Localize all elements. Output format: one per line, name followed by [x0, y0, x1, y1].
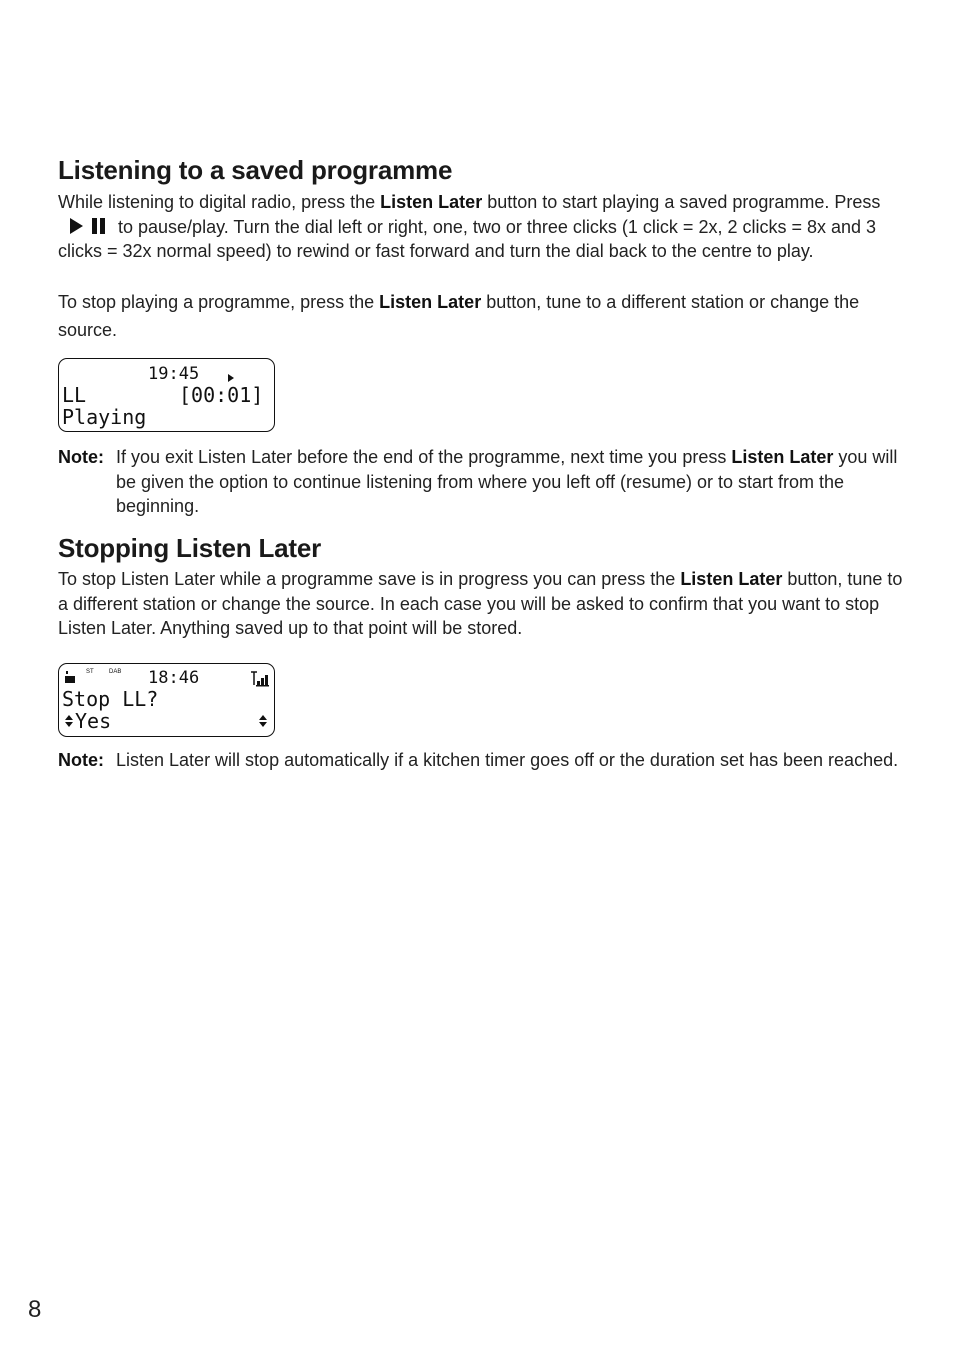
stop-playing-text-c: button, tune to a different station or change the source. [58, 292, 860, 340]
display-time: 18:46 [148, 668, 200, 688]
note-auto-stop [58, 748, 903, 773]
listen-later-bold: Listen Later [379, 292, 482, 312]
note-resume [58, 445, 903, 519]
display-prompt: Stop LL? [62, 687, 159, 711]
page-number: 8 [28, 1296, 42, 1323]
section-heading-listening: Listening to a saved programme [58, 155, 453, 185]
display-elapsed: [00:01] [179, 383, 264, 407]
section-heading-stopping: Stopping Listen Later [58, 533, 322, 563]
note-text: Listen Later will stop automatically if a kitchen timer goes off or the duration set has been reached. [116, 750, 899, 770]
display-status: Playing [62, 405, 147, 429]
listen-later-bold: Listen Later [380, 192, 483, 212]
st-label: ST [86, 669, 94, 675]
lcd-display-stop [58, 663, 275, 737]
listen-later-bold: Listen Later [680, 569, 783, 589]
stopping-text-c: button, tune to a different station or change the source. In each case you will be asked to confirm that you want to stop Listen Later. Anything saved up to that point will be stored. [58, 569, 903, 638]
dab-label: DAB [109, 669, 122, 675]
up-down-arrow-icon [258, 714, 268, 728]
listening-text-a: While listening to digital radio, press the [58, 192, 381, 212]
note-text-c: you will be given the option to continue listening from where you left off (resume) or to start from the beginning. [116, 447, 898, 516]
note-text-a: If you exit Listen Later before the end of the programme, next time you press [116, 447, 732, 467]
listening-text-c: button to start playing a saved programme. Press [482, 192, 881, 212]
lcd-display-playing [58, 358, 275, 432]
display-ll-label: LL [62, 383, 87, 407]
up-down-arrow-icon [64, 714, 74, 728]
display-option: Yes [75, 709, 112, 733]
antenna-signal-icon [249, 670, 271, 687]
signal-small-icon [64, 670, 76, 684]
stopping-text-a: To stop Listen Later while a programme save is in progress you can press the [58, 569, 681, 589]
note-label: Note: [58, 447, 104, 467]
listen-later-bold: Listen Later [731, 447, 834, 467]
play-pause-icon [68, 217, 108, 235]
stopping-paragraph [58, 567, 903, 641]
listening-paragraph [58, 190, 903, 264]
display-time: 19:45 [148, 364, 200, 384]
stop-playing-paragraph [58, 288, 903, 344]
listening-text-d: to pause/play. Turn the dial left or right, one, two or three clicks (1 click = 2x, 2 clicks = 8x and 3 clicks = 32x normal speed) to rewind or fast forward and turn the dial back to the centre to play. [58, 216, 877, 261]
stop-playing-text-a: To stop playing a programme, press the [58, 292, 380, 312]
play-indicator-icon [227, 373, 235, 383]
note-label: Note: [58, 750, 104, 770]
